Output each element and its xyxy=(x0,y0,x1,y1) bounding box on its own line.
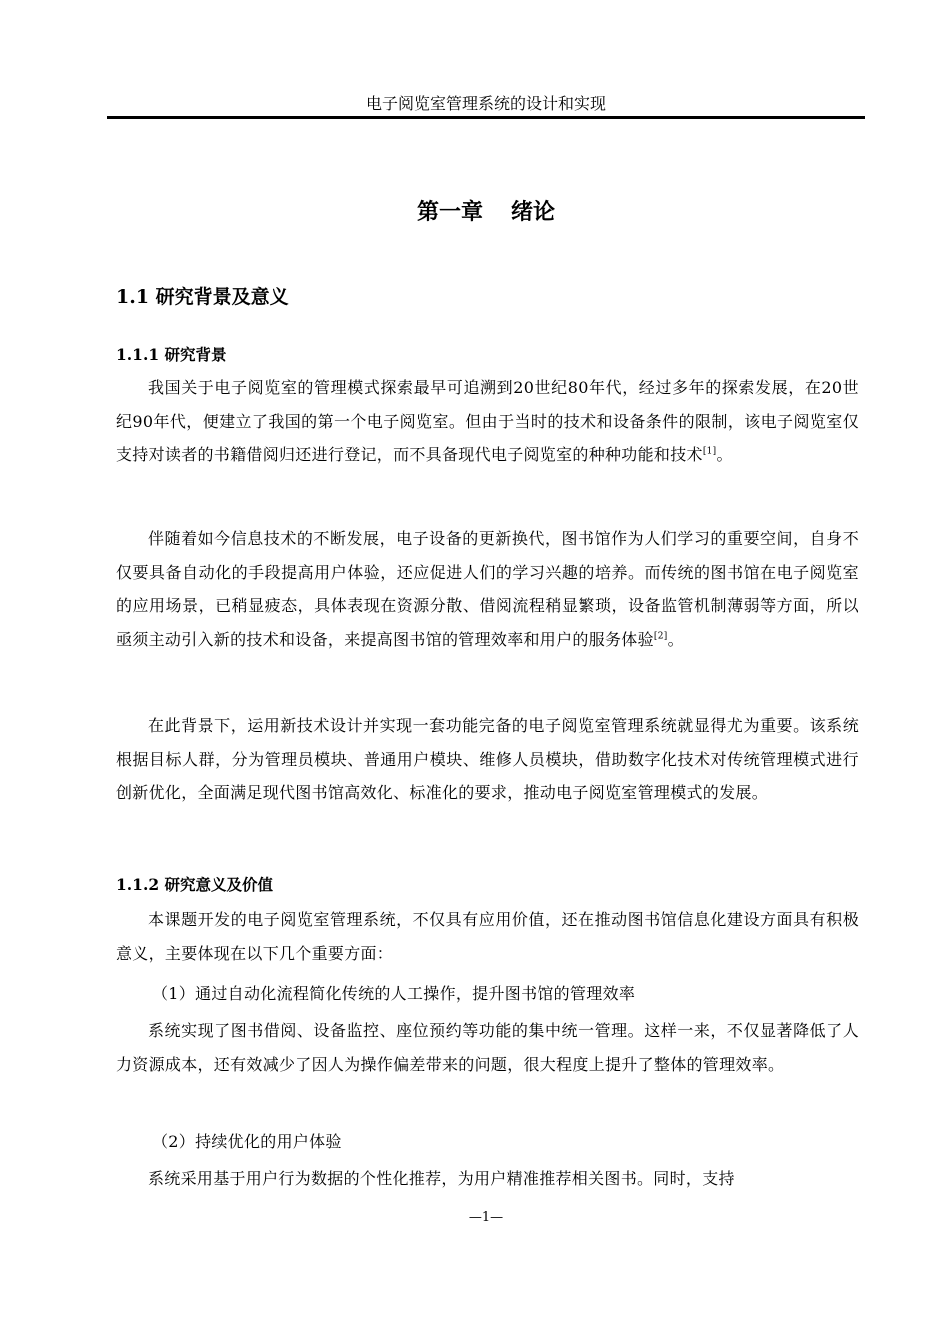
section-heading-1-1-2: 1.1.2 研究意义及价值 xyxy=(116,875,274,894)
paragraph-text: 伴随着如今信息技术的不断发展，电子设备的更新换代，图书馆作为人们学习的重要空间，自身不仅要具备自动化的手段提高用户体验，还应促进人们的学习兴趣的培养。而传统的图书馆在电子阅览室的应用场景，已稍显疲态，具体表现在资源分散、借阅流程稍显繁琐，设备监管机制薄弱等方面，所以亟须主动引入新的技术和设备，来提高图书馆的管理效率和用户的服务体验 xyxy=(116,529,859,649)
section-heading-1-1-1: 1.1.1 研究背景 xyxy=(116,345,227,364)
chapter-name: 绪论 xyxy=(511,199,556,225)
paragraph-end: 。 xyxy=(667,629,684,649)
paragraph-significance-intro: 本课题开发的电子阅览室管理系统，不仅具有应用价值，还在推动图书馆信息化建设方面具有积极意义，主要体现在以下几个重要方面： xyxy=(116,910,859,963)
citation-ref: [1] xyxy=(702,446,717,457)
chapter-number: 第一章 xyxy=(416,199,483,225)
paragraph-background-3: 在此背景下，运用新技术设计并实现一套功能完备的电子阅览室管理系统就显得尤为重要。该系统根据目标人群，分为管理员模块、普通用户模块、维修人员模块，借助数字化技术对传统管理模式进行创新优化，全面满足现代图书馆高效化、标准化的要求，推动电子阅览室管理模式的发展。 xyxy=(116,716,859,802)
paragraph-end: 。 xyxy=(716,445,733,464)
header-rule xyxy=(107,116,865,119)
chapter-title xyxy=(107,196,865,228)
list-item-2-title: （2）持续优化的用户体验 xyxy=(152,1132,342,1151)
paragraph-background-1 xyxy=(116,371,859,472)
citation-ref: [2] xyxy=(653,631,668,642)
list-item-1-body: 系统实现了图书借阅、设备监控、座位预约等功能的集中统一管理。这样一来，不仅显著降低了人力资源成本，还有效减少了因人为操作偏差带来的问题，很大程度上提升了整体的管理效率。 xyxy=(116,1021,859,1074)
paragraph-background-2 xyxy=(116,522,859,656)
list-item-1-title: （1）通过自动化流程简化传统的人工操作，提升图书馆的管理效率 xyxy=(152,984,636,1003)
list-item-2-body: 系统采用基于用户行为数据的个性化推荐，为用户精准推荐相关图书。同时，支持 xyxy=(148,1169,735,1188)
running-header: 电子阅览室管理系统的设计和实现 xyxy=(365,94,606,113)
paragraph-text: 我国关于电子阅览室的管理模式探索最早可追溯到20世纪80年代，经过多年的探索发展，在20世纪90年代，便建立了我国的第一个电子阅览室。但由于当时的技术和设备条件的限制，该电子阅览室仅支持对读者的书籍借阅归还进行登记，而不具备现代电子阅览室的种种功能和技术 xyxy=(116,378,859,464)
section-heading-1-1: 1.1 研究背景及意义 xyxy=(116,286,289,308)
page-number: —1— xyxy=(468,1210,504,1225)
